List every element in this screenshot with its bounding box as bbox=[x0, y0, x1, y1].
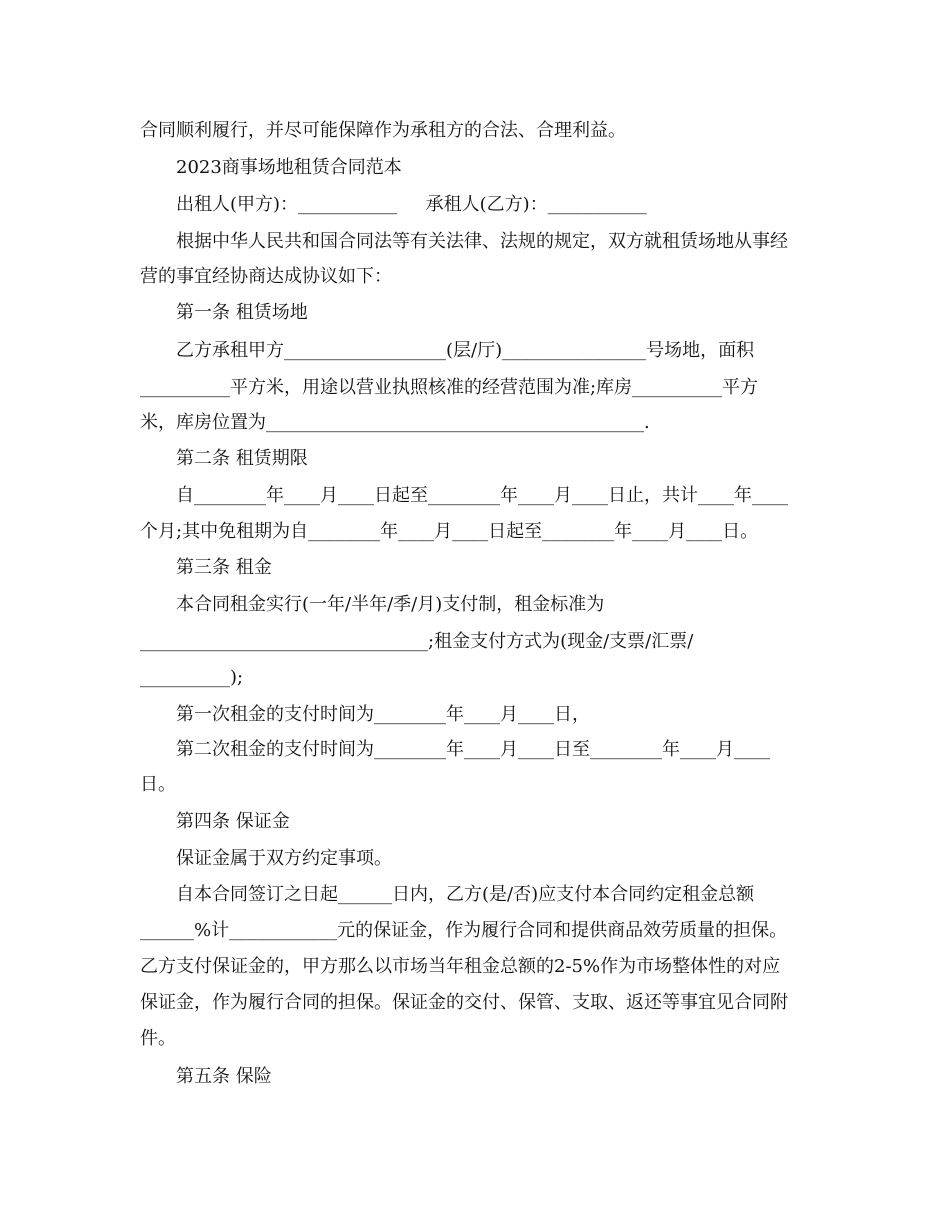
paragraph-line: 日。 bbox=[140, 774, 176, 795]
paragraph-line: 保证金，作为履行合同的担保。保证金的交付、保管、支取、返还等事宜见合同附 bbox=[140, 992, 788, 1013]
paragraph-line: ______%计____________元的保证金，作为履行合同和提供商品效劳质量的担保。 bbox=[140, 920, 788, 941]
paragraph-line: 个月;其中免租期为自________年____月____日起至________年____月____日。 bbox=[140, 521, 759, 542]
paragraph-line: 自________年____月____日起至________年____月____日止，共计____年____ bbox=[176, 485, 788, 506]
paragraph-line: 第一次租金的支付时间为________年____月____日， bbox=[176, 704, 590, 725]
article-heading: 第四条 保证金 bbox=[176, 811, 290, 832]
paragraph-line: 第二次租金的支付时间为________年____月____日至________年____月____ bbox=[176, 739, 770, 760]
paragraph-line: 米，库房位置为__________________________________________. bbox=[140, 412, 650, 433]
paragraph-line: ________________________________;租金支付方式为(现金/支票/汇票/ bbox=[140, 631, 694, 652]
document-title: 2023商事场地租赁合同范本 bbox=[176, 157, 402, 178]
paragraph-line: 合同顺利履行，并尽可能保障作为承租方的合法、合理利益。 bbox=[140, 120, 626, 141]
paragraph-line: 件。 bbox=[140, 1028, 176, 1049]
paragraph-line: 营的事宜经协商达成协议如下： bbox=[140, 266, 392, 287]
article-heading: 第三条 租金 bbox=[176, 557, 272, 578]
paragraph-line: 根据中华人民共和国合同法等有关法律、法规的规定，双方就租赁场地从事经 bbox=[176, 231, 788, 252]
paragraph-line: 乙方承租甲方__________________(层/厅)________________号场地，面积 bbox=[176, 340, 755, 361]
paragraph-line: 保证金属于双方约定事项。 bbox=[176, 848, 392, 869]
paragraph-line: __________); bbox=[140, 667, 244, 688]
paragraph-line: 本合同租金实行(一年/半年/季/月)支付制，租金标准为 bbox=[176, 594, 605, 615]
paragraph-line: __________平方米，用途以营业执照核准的经营范围为准;库房__________平方 bbox=[140, 377, 759, 398]
parties-line: 出租人(甲方)：___________ 承租人(乙方)：___________ bbox=[176, 194, 647, 215]
paragraph-line: 乙方支付保证金的，甲方那么以市场当年租金总额的2-5%作为市场整体性的对应 bbox=[140, 956, 781, 977]
paragraph-line: 自本合同签订之日起______日内，乙方(是/否)应支付本合同约定租金总额 bbox=[176, 884, 755, 905]
article-heading: 第二条 租赁期限 bbox=[176, 448, 308, 469]
article-heading: 第五条 保险 bbox=[176, 1066, 272, 1087]
article-heading: 第一条 租赁场地 bbox=[176, 302, 308, 323]
